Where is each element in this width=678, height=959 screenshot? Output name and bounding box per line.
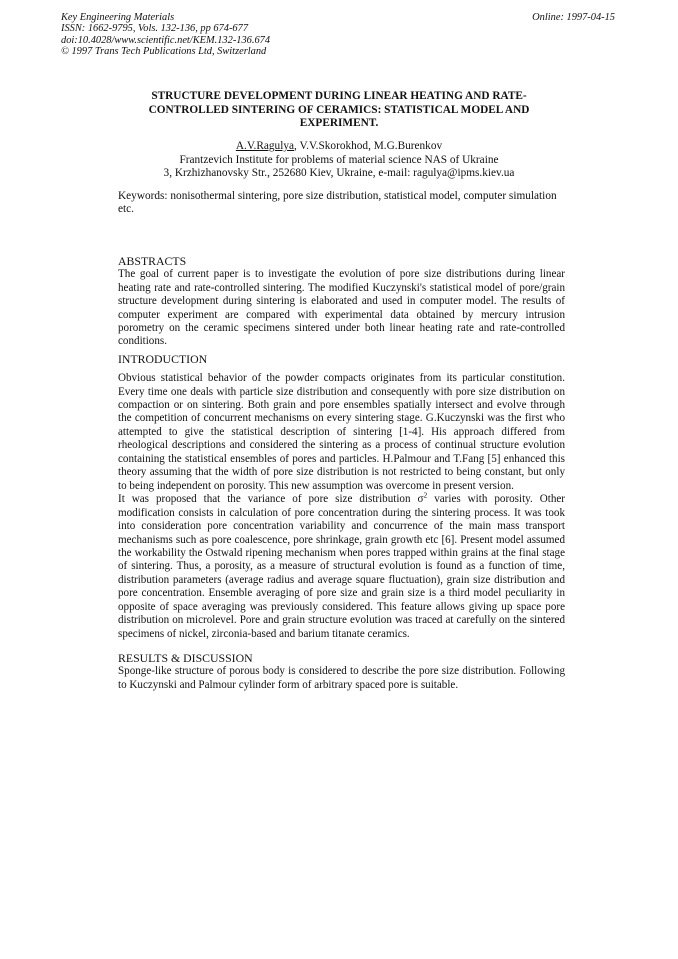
first-author: A.V.Ragulya bbox=[235, 140, 294, 152]
institute: Frantzevich Institute for problems of material science NAS of Ukraine bbox=[179, 153, 499, 166]
issn-line: ISSN: 1662-9795, Vols. 132-136, pp 674-677 bbox=[61, 23, 249, 35]
paper-title: STRUCTURE DEVELOPMENT DURING LINEAR HEATING AND RATE-CONTROLLED SINTERING OF CERAMICS: STATISTICAL MODEL AND EXPERIMENT. bbox=[148, 90, 530, 130]
doi-line: doi:10.4028/www.scientific.net/KEM.132-136.674 bbox=[61, 34, 271, 46]
author-block bbox=[90, 140, 588, 181]
paper-body bbox=[118, 254, 565, 692]
introduction-paragraph-2 bbox=[118, 490, 565, 641]
introduction-paragraph-1: Obvious statistical behavior of the powder compacts originates from its particular constitution. Every time one deals with particle size distribution and consequently with pore size distribution on compaction or on sintering. Both grain and pore ensembles spatially intersect and evolve through the competition of concurrent mechanisms on every sintering stage. G.Kuczynski was the first who attempted to give the statistical description of sintering [1-4]. His approach differed from rheological descriptions and considered the sintering as a process of continual structure evolution containing the statistical ensembles of pores and particles. H.Palmour and T.Fang [5] enhanced this theory assuming that the width of pore size distribution is not restricted to being constant, but only to being independent on porosity. This new assumption was overcome in present version. bbox=[118, 372, 565, 492]
address: 3, Krzhizhanovsky Str., 252680 Kiev, Ukraine, e-mail: ragulya@ipms.kiev.ua bbox=[163, 167, 515, 180]
co-authors: , V.V.Skorokhod, M.G.Burenkov bbox=[294, 140, 443, 152]
results-heading: RESULTS & DISCUSSION bbox=[118, 651, 253, 666]
abstract-text: The goal of current paper is to investigate the evolution of pore size distributions during linear heating rate and rate-controlled sintering. The modified Kuczynski's statistical model of pore/grain structure development during sintering is elaborated and used in computer model. The results of computer experiment are compared with experimental data obtained by mercury intrusion porometry on the ceramic specimens sintered under both linear heating rate and rate-controlled conditions. bbox=[118, 268, 565, 348]
p2-before: It was proposed that the variance of pore size distribution σ bbox=[118, 493, 424, 506]
p2-after: varies with porosity. Other modification consists in calculation of pore concentration during the sintering process. It was took into consideration pore concentration variability and concurrence of the main mass transport mechanisms such as pore coalescence, pore shrinkage, grain growth etc [6]. Present model assumed the workability the Ostwald ripening mechanism when pores trapped within grains at the final stage of sintering. Thus, a porosity, as a measure of structural evolution is found as a function of time, distribution parameters (average radius and average square fluctuation), grain size distribution and pore concentration. Ensemble averaging of pore size and grain size is a third model peculiarity in opposite of space averaging was previously considered. This feature allows giving up space pore distribution on microlevel. Pore and grain structure evolution was traced at carefully on the sintered specimens of nickel, zirconia-based and barium titanate ceramics. bbox=[118, 493, 565, 640]
author-line bbox=[90, 140, 588, 154]
abstract-heading: ABSTRACTS bbox=[118, 254, 187, 268]
results-text: Sponge-like structure of porous body is considered to describe the pore size distribution. Following to Kuczynski and Palmour cylinder form of arbitrary spaced pore is suitable. bbox=[118, 665, 565, 691]
keywords: Keywords: nonisothermal sintering, pore size distribution, statistical model, computer simulation etc. bbox=[118, 190, 557, 216]
copyright-line: © 1997 Trans Tech Publications Ltd, Switzerland bbox=[61, 46, 267, 58]
sigma-exponent: 2 bbox=[423, 490, 428, 500]
journal-header bbox=[61, 12, 270, 58]
introduction-heading: INTRODUCTION bbox=[118, 351, 208, 366]
online-date: Online: 1997-04-15 bbox=[532, 12, 615, 23]
journal-name: Key Engineering Materials bbox=[61, 12, 175, 23]
